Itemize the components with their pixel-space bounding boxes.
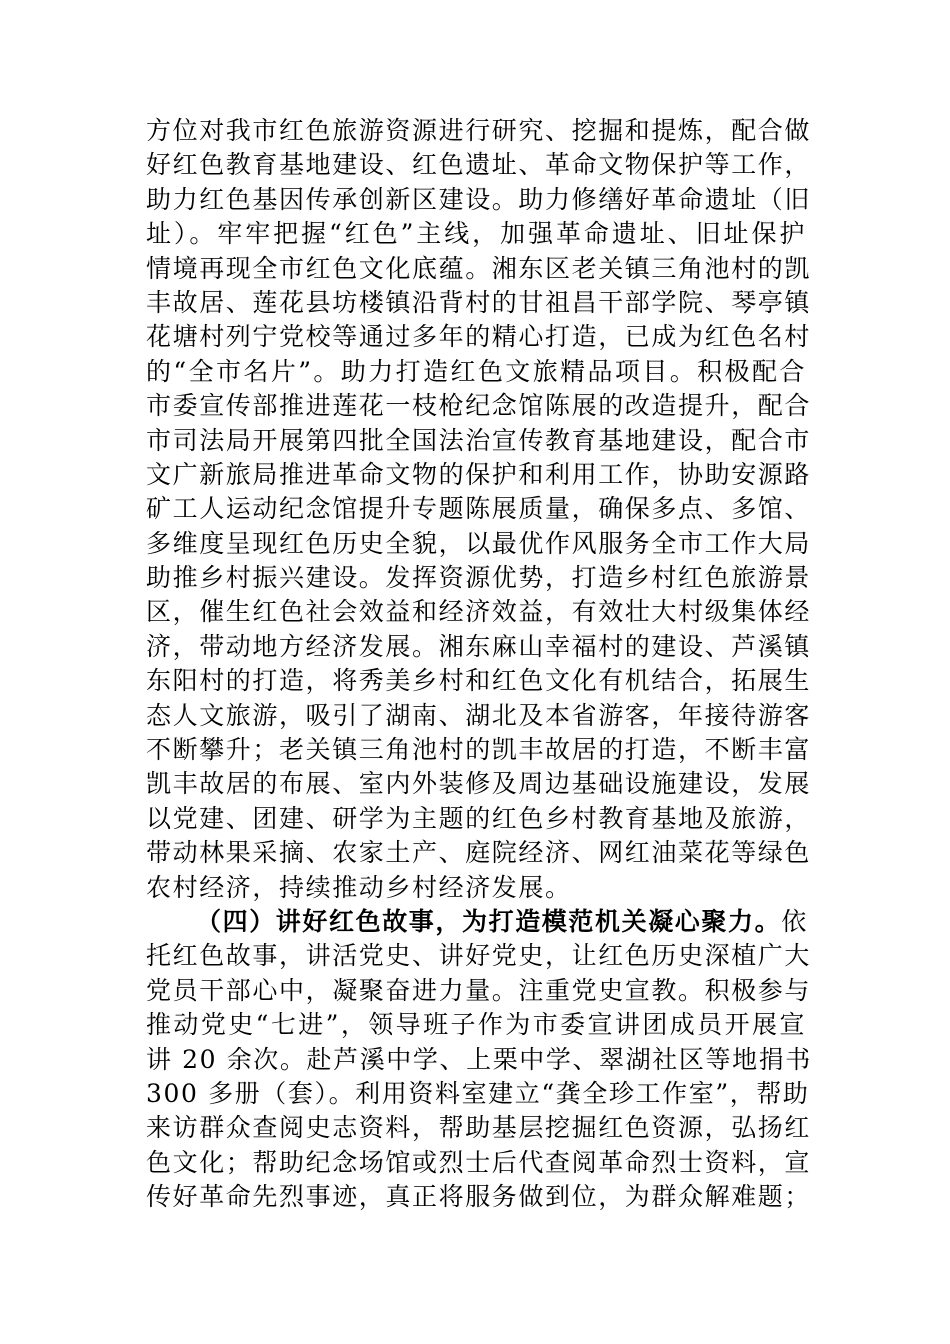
text-line: 凯丰故居的布展、室内外装修及周边基础设施建设，发展 <box>146 769 812 799</box>
text-line: 传好革命先烈事迹，真正将服务做到位，为群众解难题； <box>146 1182 812 1212</box>
text-line: 方位对我市红色旅游资源进行研究、挖掘和提炼，配合做 <box>146 116 812 145</box>
text-line: 助推乡村振兴建设。发挥资源优势，打造乡村红色旅游景 <box>146 563 812 593</box>
text-line: 区，催生红色社会效益和经济效益，有效壮大村级集体经 <box>146 597 812 627</box>
text-line: 的“全市名片”。助力打造红色文旅精品项目。积极配合 <box>146 356 806 386</box>
text-line: 300 多册（套）。利用资料室建立“龚全珍工作室”，帮助 <box>146 1078 810 1108</box>
text-line: 助力红色基因传承创新区建设。助力修缮好革命遗址（旧 <box>146 184 812 214</box>
text-line: 色文化；帮助纪念场馆或烈士后代查阅革命烈士资料，宣 <box>146 1147 812 1177</box>
text-line: 党员干部心中，凝聚奋进力量。注重党史宣教。积极参与 <box>146 975 812 1005</box>
heading-line-tail: 依 <box>781 906 808 936</box>
text-line: 丰故居、莲花县坊楼镇沿背村的甘祖昌干部学院、琴亭镇 <box>146 287 812 317</box>
text-line: 花塘村列宁党校等通过多年的精心打造，已成为红色名村 <box>146 322 812 352</box>
section-heading-line <box>146 905 806 939</box>
text-line: 讲 20 余次。赴芦溪中学、上栗中学、翠湖社区等地捐书 <box>146 1044 812 1074</box>
text-line: 多维度呈现红色历史全貌，以最优作风服务全市工作大局 <box>146 528 812 558</box>
text-line: 东阳村的打造，将秀美乡村和红色文化有机结合，拓展生 <box>146 666 812 696</box>
text-line: 市委宣传部推进莲花一枝枪纪念馆陈展的改造提升，配合 <box>146 391 812 421</box>
text-line: 态人文旅游，吸引了湖南、湖北及本省游客，年接待游客 <box>146 700 812 730</box>
text-line: 好红色教育基地建设、红色遗址、革命文物保护等工作， <box>146 150 812 180</box>
text-line: 文广新旅局推进革命文物的保护和利用工作，协助安源路 <box>146 459 812 489</box>
text-line: 以党建、团建、研学为主题的红色乡村教育基地及旅游， <box>146 803 812 833</box>
text-line: 市司法局开展第四批全国法治宣传教育基地建设，配合市 <box>146 425 812 455</box>
text-line: 来访群众查阅史志资料，帮助基层挖掘红色资源，弘扬红 <box>146 1113 812 1143</box>
section-heading: （四）讲好红色故事，为打造模范机关凝心聚力。 <box>196 906 782 936</box>
text-line: 情境再现全市红色文化底蕴。湘东区老关镇三角池村的凯 <box>146 253 812 283</box>
text-line: 推动党史“七进”，领导班子作为市委宣讲团成员开展宣 <box>146 1010 806 1040</box>
text-line: 农村经济，持续推动乡村经济发展。 <box>146 872 572 902</box>
text-line: 托红色故事，讲活党史、讲好党史，让红色历史深植广大 <box>146 941 812 971</box>
text-line: 不断攀升；老关镇三角池村的凯丰故居的打造，不断丰富 <box>146 735 812 765</box>
text-line: 济，带动地方经济发展。湘东麻山幸福村的建设、芦溪镇 <box>146 631 812 661</box>
text-line: 矿工人运动纪念馆提升专题陈展质量，确保多点、多馆、 <box>146 494 812 524</box>
document-body <box>146 114 812 1215</box>
text-line: 址）。牢牢把握“红色”主线，加强革命遗址、旧址保护 <box>146 219 806 249</box>
text-line: 带动林果采摘、农家土产、庭院经济、网红油菜花等绿色 <box>146 838 812 868</box>
